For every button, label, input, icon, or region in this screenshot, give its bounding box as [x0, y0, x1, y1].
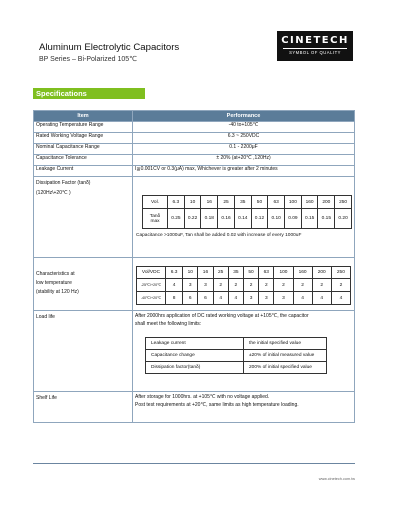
row-item-tolerance: Capacitance Tolerance: [34, 155, 133, 166]
lt-row1-value: 2: [331, 279, 350, 292]
df-tan-value: 0.18: [201, 209, 218, 229]
df-volt: 50: [251, 196, 268, 209]
df-tan-label: [143, 209, 168, 229]
document-title: Aluminum Electrolytic Capacitors: [39, 42, 180, 53]
load-life-text1: After 2000hrs application of DC rated working voltage at +105℃, the capacitor: [135, 313, 309, 319]
lt-row1-value: 2: [274, 279, 293, 292]
low-temp-subtable: [136, 266, 351, 305]
shelf-life-text2: Post test requirements at +20℃, same limits as high temperature loading.: [135, 402, 299, 408]
lt-row1-label: -25℃/+20℃: [137, 279, 166, 292]
row-item-voltage: Rated Working Voltage Range: [34, 133, 133, 144]
df-tan-label-2: max: [150, 218, 160, 224]
limit-value: 200% of initial specified value: [244, 362, 327, 374]
table-row: [34, 133, 355, 144]
lt-row2-label: -40℃/+20℃: [137, 292, 166, 305]
lt-row1-value: 2: [293, 279, 312, 292]
df-tan-value: 0.12: [251, 209, 268, 229]
lt-volt: 100: [274, 267, 293, 279]
limit-value: the initial specified value: [244, 338, 327, 350]
limit-row: [146, 338, 327, 350]
df-tan-row: [143, 209, 352, 229]
lt-volt: 160: [293, 267, 312, 279]
row-perf-low-temp: [133, 258, 355, 311]
specifications-table: [33, 110, 355, 423]
row-perf-capacitance: 0.1 - 2200μF: [133, 144, 355, 155]
lt-row1-value: 4: [166, 279, 183, 292]
lt-row2-value: 8: [166, 292, 183, 305]
lt-volt: 200: [312, 267, 331, 279]
lt-row2-value: 6: [198, 292, 213, 305]
lt-voltage-row: [137, 267, 351, 279]
logo-brand-text: CINETECH: [281, 35, 349, 46]
limit-name: Capacitance change: [146, 350, 244, 362]
table-row: [34, 122, 355, 133]
lt-row1-value: 3: [198, 279, 213, 292]
row-perf-leakage: I≦0.001CV or 0.3(μA) max, Whichever is greater after 2 minutes: [133, 166, 355, 177]
row-perf-voltage: 6.3 ~ 250VDC: [133, 133, 355, 144]
table-row: [34, 311, 355, 392]
lt-row1-value: 2: [312, 279, 331, 292]
row-item-leakage: Leakage Current: [34, 166, 133, 177]
df-volt: 160: [301, 196, 318, 209]
brand-logo: [277, 31, 353, 61]
lt-volt: 6.3: [166, 267, 183, 279]
df-note: Capacitance >1000uF, Tan shall be added 0.02 with increase of every 1000uF: [136, 233, 302, 238]
lt-row2-value: 4: [331, 292, 350, 305]
row-perf-dissipation: [133, 177, 355, 258]
df-tan-value: 0.15: [301, 209, 318, 229]
df-head-label: Vol.: [143, 196, 168, 209]
row-item-op-temp: Operating Temperature Range: [34, 122, 133, 133]
row-perf-tolerance: ± 20% (at+20℃ ,120Hz): [133, 155, 355, 166]
document-subtitle: BP Series – Bi-Polarized 105℃: [39, 56, 138, 63]
df-tan-value: 0.16: [218, 209, 235, 229]
df-tan-value: 0.14: [234, 209, 251, 229]
lt-volt: 50: [243, 267, 258, 279]
lt-volt: 35: [228, 267, 243, 279]
lt-item-line1: Characteristics at: [36, 271, 75, 277]
df-volt: 35: [234, 196, 251, 209]
load-life-text2: shall meet the following limits:: [135, 321, 202, 327]
footer-url: www.cinetech.com.tw: [318, 477, 355, 481]
df-volt: 16: [201, 196, 218, 209]
lt-row1-value: 2: [213, 279, 228, 292]
shelf-life-item: Shelf Life: [36, 395, 57, 401]
lt-row2-value: 3: [259, 292, 274, 305]
table-row: [34, 155, 355, 166]
row-item-load-life: [34, 311, 133, 392]
df-item-line1: Dissipation Factor (tanδ): [36, 180, 91, 186]
lt-row2-value: 4: [228, 292, 243, 305]
row-item-low-temp: [34, 258, 133, 311]
row-item-shelf-life: [34, 392, 133, 423]
lt-volt: 10: [183, 267, 198, 279]
df-volt: 100: [285, 196, 302, 209]
footer-rule: [33, 463, 355, 464]
df-tan-label-1: Tanδ: [149, 213, 161, 219]
lt-row2-value: 4: [293, 292, 312, 305]
col-header-performance: Performance: [133, 111, 355, 122]
df-tan-value: 0.20: [335, 209, 352, 229]
table-row: [34, 144, 355, 155]
table-row: [34, 177, 355, 258]
lt-row2-value: 3: [274, 292, 293, 305]
df-volt: 250: [335, 196, 352, 209]
lt-row2-value: 4: [312, 292, 331, 305]
table-row: [34, 166, 355, 177]
lt-row1: [137, 279, 351, 292]
limit-row: [146, 362, 327, 374]
limit-name: Leakage current: [146, 338, 244, 350]
lt-volt: 16: [198, 267, 213, 279]
lt-row2-value: 3: [243, 292, 258, 305]
load-life-limits: [145, 337, 327, 374]
limit-row: [146, 350, 327, 362]
limit-value: ±20% of initial measured value: [244, 350, 327, 362]
row-item-capacitance: Nominal Capacitance Range: [34, 144, 133, 155]
row-perf-load-life: [133, 311, 355, 392]
row-item-dissipation: [34, 177, 133, 258]
lt-row2-value: 4: [213, 292, 228, 305]
df-volt: 25: [218, 196, 235, 209]
df-tan-value: 0.25: [168, 209, 185, 229]
row-perf-shelf-life: [133, 392, 355, 423]
lt-item-line2: low temperature: [36, 280, 72, 286]
df-volt: 10: [184, 196, 201, 209]
shelf-life-text1: After storage for 1000hrs. at +105℃ with no voltage applied.: [135, 394, 270, 400]
lt-item-line3: (stability at 120 Hz): [36, 289, 79, 295]
limit-name: Dissipation factor(tanδ): [146, 362, 244, 374]
df-voltage-row: [143, 196, 352, 209]
lt-row2-value: 6: [183, 292, 198, 305]
col-header-item: Item: [34, 111, 133, 122]
load-life-item: Load life: [36, 314, 55, 320]
df-volt: 200: [318, 196, 335, 209]
lt-row2: [137, 292, 351, 305]
logo-tagline: SYMBOL OF QUALITY: [283, 48, 347, 55]
df-tan-value: 0.10: [268, 209, 285, 229]
lt-row1-value: 2: [259, 279, 274, 292]
df-volt: 63: [268, 196, 285, 209]
table-row: [34, 258, 355, 311]
df-tan-value: 0.22: [184, 209, 201, 229]
df-item-line2: (120Hz\+20℃ ): [36, 190, 71, 196]
df-tan-value: 0.15: [318, 209, 335, 229]
section-label: Specifications: [33, 88, 145, 99]
lt-row1-value: 3: [183, 279, 198, 292]
df-volt: 6.3: [168, 196, 185, 209]
df-tan-value: 0.09: [285, 209, 302, 229]
lt-volt: 63: [259, 267, 274, 279]
table-row: [34, 392, 355, 423]
lt-row1-value: 2: [228, 279, 243, 292]
lt-row1-value: 2: [243, 279, 258, 292]
row-perf-op-temp: -40 to+105℃: [133, 122, 355, 133]
lt-head-label: Vol/VDC: [137, 267, 166, 279]
df-subtable: [142, 195, 352, 229]
lt-volt: 25: [213, 267, 228, 279]
lt-volt: 250: [331, 267, 350, 279]
